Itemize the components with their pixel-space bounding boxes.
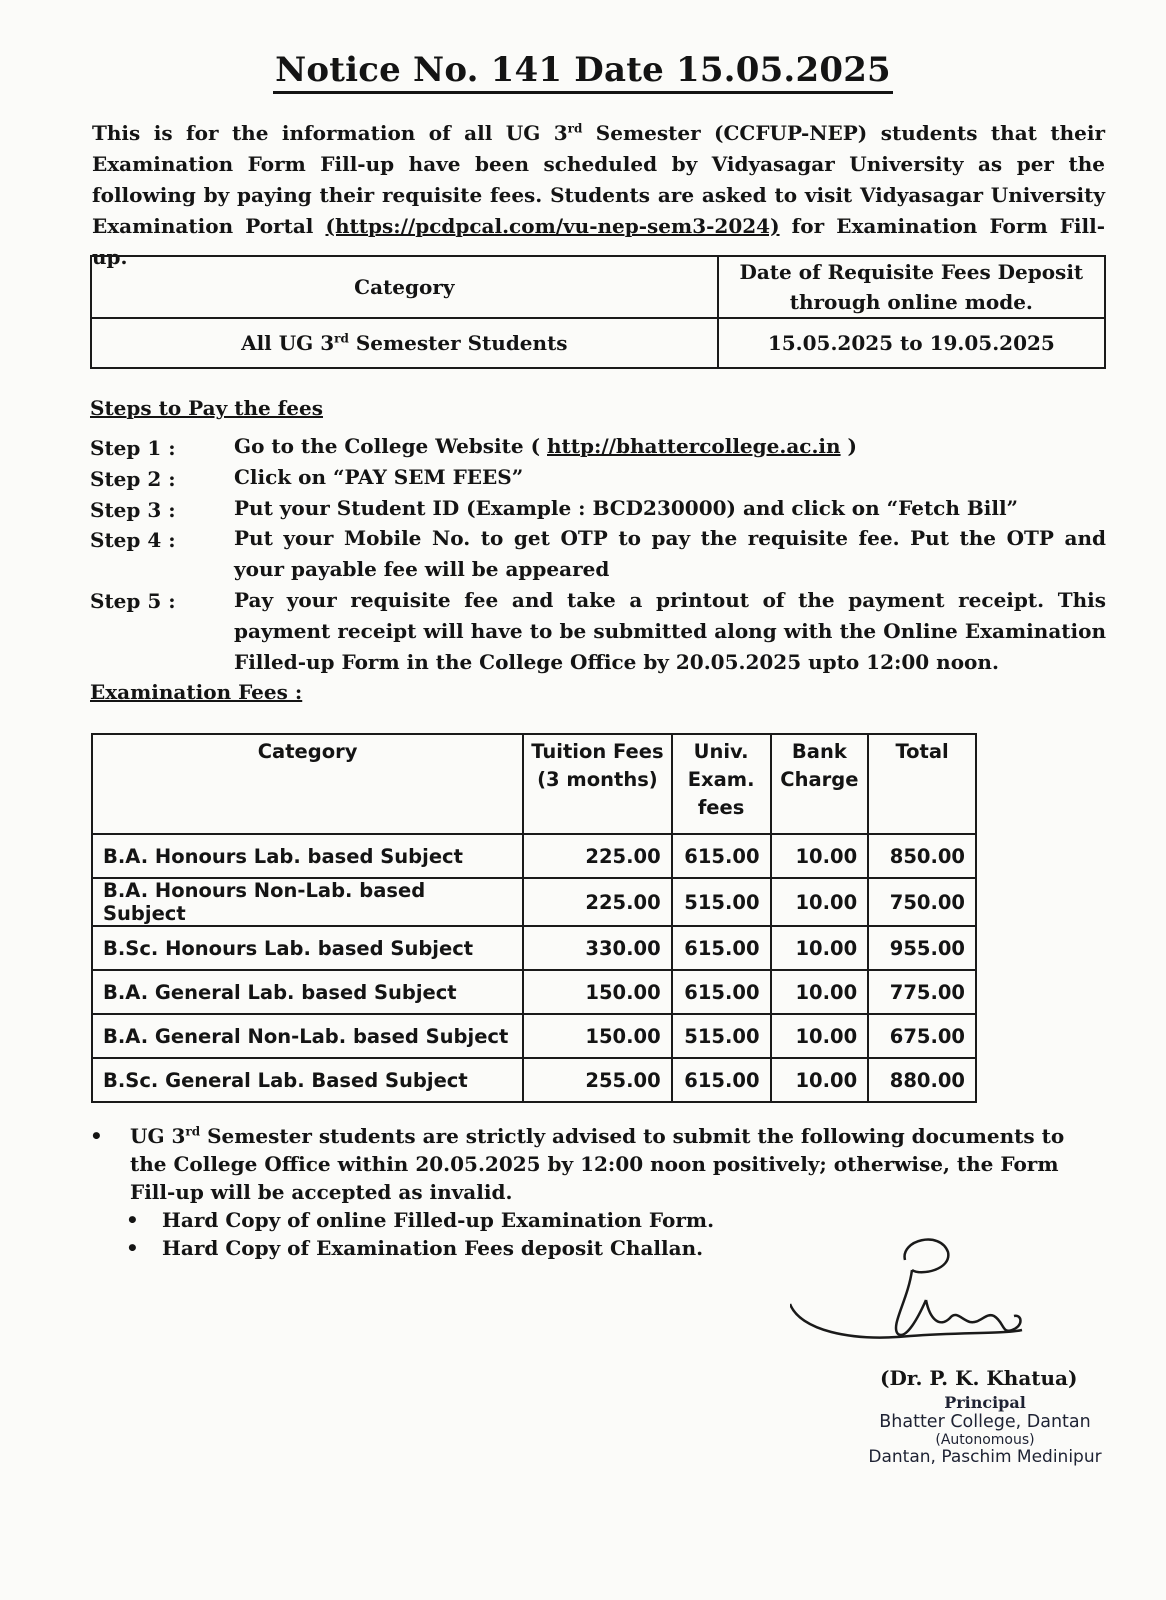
- fees-header-bank-line2: Charge: [780, 768, 859, 791]
- intro-text-3: for Examination Form Fill-up.: [92, 214, 1106, 269]
- notes-main-sup: rd: [185, 1124, 201, 1139]
- fees-header-tuition: [523, 734, 671, 834]
- schedule-row-category-pre: All UG 3: [241, 331, 335, 355]
- schedule-header-date-line1: Date of Requisite Fees Deposit: [739, 260, 1084, 284]
- fees-header-bank-line1: Bank: [791, 740, 847, 763]
- table-row: [92, 834, 976, 878]
- intro-text-2: Semester (CCFUP-NEP) students that their Examination Form Fill-up have been scheduled by Vidyasagar University as per the following by paying their requisite fees. Students are asked to visit Vidyasagar University Examination Portal: [92, 121, 1105, 238]
- fees-heading: Examination Fees :: [90, 680, 303, 704]
- bullet-icon: •: [126, 1236, 139, 1260]
- fee-tuition: 225.00: [523, 878, 671, 926]
- fee-bank: 10.00: [771, 1014, 869, 1058]
- intro-text-1: This is for the information of all UG 3: [92, 121, 568, 145]
- schedule-row-category-sup: rd: [334, 331, 349, 346]
- fee-tuition: 225.00: [523, 834, 671, 878]
- schedule-table: [90, 255, 1106, 369]
- fee-univ: 615.00: [672, 926, 771, 970]
- step-2-text: Click on “PAY SEM FEES”: [234, 465, 524, 489]
- intro-sup: rd: [567, 121, 583, 136]
- notes-main-item: [90, 1122, 1106, 1206]
- fee-bank: 10.00: [771, 1058, 869, 1102]
- fee-total: 955.00: [868, 926, 976, 970]
- fees-header-row: [92, 734, 976, 834]
- fee-total: 750.00: [868, 878, 976, 926]
- fees-header-univ: [672, 734, 771, 834]
- step-1-pre: Go to the College Website (: [234, 434, 547, 458]
- fee-univ: 515.00: [672, 878, 771, 926]
- intro-paragraph: [92, 118, 1105, 273]
- step-4-label: Step 4 :: [90, 528, 176, 552]
- fee-univ: 515.00: [672, 1014, 771, 1058]
- fee-tuition: 255.00: [523, 1058, 671, 1102]
- stamp-status: (Autonomous): [935, 1432, 1035, 1448]
- fee-bank: 10.00: [771, 834, 869, 878]
- fee-tuition: 150.00: [523, 970, 671, 1014]
- notes-main-pre: UG 3: [130, 1124, 186, 1148]
- fee-bank: 10.00: [771, 878, 869, 926]
- stamp-location: Dantan, Paschim Medinipur: [868, 1447, 1102, 1467]
- stamp-title: Principal: [944, 1393, 1026, 1412]
- notes-main-post: Semester students are strictly advised to submit the following documents to the College Office within 20.05.2025 by 12:00 noon positively; otherwise, the Form Fill-up will be accepted as invalid.: [130, 1124, 1065, 1204]
- stamp-college: Bhatter College, Dantan: [879, 1412, 1091, 1432]
- fees-header-univ-line3: fees: [697, 796, 745, 819]
- steps-heading: Steps to Pay the fees: [90, 396, 323, 420]
- step-5-label: Step 5 :: [90, 589, 176, 613]
- fees-header-univ-line2: Exam.: [687, 768, 755, 791]
- fee-total: 775.00: [868, 970, 976, 1014]
- bullet-icon: •: [126, 1208, 139, 1232]
- step-3-label: Step 3 :: [90, 498, 176, 522]
- schedule-row-category: [91, 318, 718, 368]
- fees-header-total: Total: [868, 734, 976, 834]
- principal-stamp: [860, 1394, 1110, 1468]
- schedule-header-category: Category: [91, 256, 718, 318]
- fees-header-univ-line1: Univ.: [693, 740, 749, 763]
- step-2-label: Step 2 :: [90, 467, 176, 491]
- table-row: [92, 970, 976, 1014]
- fee-bank: 10.00: [771, 970, 869, 1014]
- bullet-icon: •: [90, 1124, 103, 1148]
- fee-univ: 615.00: [672, 834, 771, 878]
- fee-total: 850.00: [868, 834, 976, 878]
- fees-table: [91, 733, 977, 1103]
- fee-total: 675.00: [868, 1014, 976, 1058]
- step-1-label: Step 1 :: [90, 436, 176, 460]
- fee-category: B.A. General Non-Lab. based Subject: [92, 1014, 523, 1058]
- fee-tuition: 150.00: [523, 1014, 671, 1058]
- fee-category: B.A. General Lab. based Subject: [92, 970, 523, 1014]
- schedule-header-date: [718, 256, 1105, 318]
- fees-header-tuition-line2: (3 months): [537, 768, 658, 791]
- schedule-header-date-line2: through online mode.: [789, 290, 1033, 314]
- signatory-name: (Dr. P. K. Khatua): [880, 1366, 1078, 1390]
- fee-total: 880.00: [868, 1058, 976, 1102]
- fee-tuition: 330.00: [523, 926, 671, 970]
- table-row: [92, 1014, 976, 1058]
- fees-header-tuition-line1: Tuition Fees: [531, 740, 664, 763]
- fee-univ: 615.00: [672, 1058, 771, 1102]
- college-website-link[interactable]: http://bhattercollege.ac.in: [547, 434, 841, 458]
- notes-sub-text: Hard Copy of online Filled-up Examination Form.: [162, 1208, 715, 1232]
- fee-category: B.Sc. Honours Lab. based Subject: [92, 926, 523, 970]
- fee-category: B.Sc. General Lab. Based Subject: [92, 1058, 523, 1102]
- step-5-text: Pay your requisite fee and take a printout of the payment receipt. This payment receipt will have to be submitted along with the Online Examination Filled-up Form in the College Office by 20.05.2025 upto 12:00 noon.: [234, 588, 1106, 674]
- step-1-text: [234, 431, 1106, 462]
- signature-icon: [790, 1230, 1050, 1365]
- notice-title: [0, 50, 1166, 90]
- table-row: [92, 878, 976, 926]
- notice-title-text: Notice No. 141 Date 15.05.2025: [273, 50, 893, 94]
- fee-univ: 615.00: [672, 970, 771, 1014]
- step-3-text: Put your Student ID (Example : BCD230000) and click on “Fetch Bill”: [234, 496, 1019, 520]
- notes-sub-text: Hard Copy of Examination Fees deposit Challan.: [162, 1236, 704, 1260]
- fees-header-bank: [771, 734, 869, 834]
- step-4-text: Put your Mobile No. to get OTP to pay the requisite fee. Put the OTP and your payable fee will be appeared: [234, 526, 1106, 581]
- portal-link[interactable]: (https://pcdpcal.com/vu-nep-sem3-2024): [325, 214, 780, 238]
- step-1-post: ): [840, 434, 858, 458]
- fee-bank: 10.00: [771, 926, 869, 970]
- table-row: [92, 926, 976, 970]
- schedule-row-category-post: Semester Students: [348, 331, 568, 355]
- fee-category: B.A. Honours Lab. based Subject: [92, 834, 523, 878]
- table-row: [92, 1058, 976, 1102]
- fee-category: B.A. Honours Non-Lab. based Subject: [92, 878, 523, 926]
- schedule-row-dates: 15.05.2025 to 19.05.2025: [718, 318, 1105, 368]
- fees-header-category: Category: [92, 734, 523, 834]
